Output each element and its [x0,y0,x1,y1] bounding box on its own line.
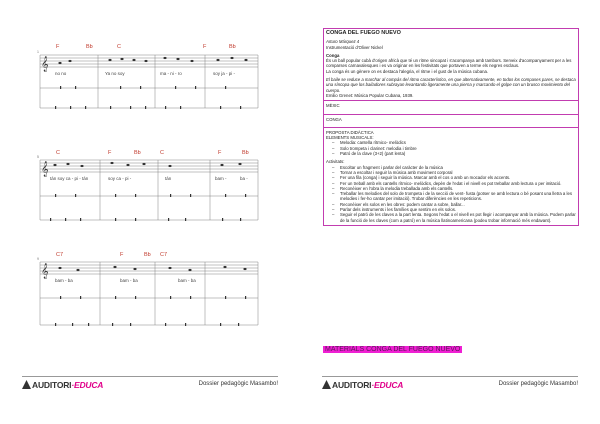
logo-mark-icon [22,380,31,389]
logo-mark-icon [322,380,331,389]
chord-label: Bb [229,44,236,50]
list-item: – Escoltar un fragment i parlar del caràcter de la música [332,165,576,170]
chord-label: Bb [144,252,151,258]
materials-link[interactable]: MATERIALS CONGA DEL FUEGO NUEVO [325,346,461,353]
lyric: ba - [240,176,248,181]
treble-clef-icon: 𝄞 [41,57,49,72]
chord-label: C [56,150,60,156]
quote-source: Emilio Grenet: Música Popular Cubana, 1939. [326,92,414,98]
list-item: – Solo trompeta i clarinet: melodia i timbre [332,146,576,151]
chord-label: C7 [56,252,64,258]
work-title: CONGA DEL FUEGO NUEVO [326,30,401,36]
chord-label: Bb [86,44,93,50]
page-footer [322,380,578,394]
chord-label: C [117,44,121,50]
staff-system-3 [40,262,258,325]
list-item: – Melodia: cantella rítmico- melòdics [332,140,576,145]
list-item: – Treballar les melodies del solo de trompeta i de la secció de vent- fusta (potser se amb lectura o bé posant una lletra a les melodies i fer-ho cantar per imitació). Trobar diferències en les repeticions. [332,191,576,202]
footer-dossier-text: Dossier pedagògic Masambo! [498,381,578,387]
table-row-title [324,28,578,100]
table-row-genre [324,114,578,127]
chord-label: Bb [242,150,249,156]
lyric: tán soy ca - pi - tán [50,176,89,181]
proposal-heading: PROPOSTA DIDÀCTICA [326,129,374,135]
staff-system-1 [40,55,258,108]
measure-number: 1 [37,50,39,54]
staff-system-2 [40,160,258,220]
elements-heading: ELEMENTS MUSICALS: [326,135,374,141]
auditori-educa-logo: AUDITORI·EDUCA [322,380,403,390]
lyric: soy ca - pi - [108,176,132,181]
chord-label: F [203,44,207,50]
chord-label: F [120,252,124,258]
chord-label: F [108,150,112,156]
table-row-country [324,100,578,113]
country: MÈXIC [326,103,340,109]
lyric: soy ja - pi - [213,71,236,76]
list-item: – Fer una fila (conga) i seguir la música. Marcar amb el cos o amb un mocador els accents. [332,175,576,180]
lyric: bam - ba [120,278,138,283]
quote: El baile se reduce a marchar al compás del ritmo característico, en que alternativamente, en todos los compases pares, se destaca una síncopa que los bailadores subrayan levantando ligeramente una pierna y marcando el golpe con un brusco movimiento del cuerpo. [326,77,576,93]
right-page [300,0,600,424]
table-row-proposal [324,127,578,226]
footer-divider [22,376,278,377]
chord-label: C [160,150,164,156]
instrumentation: Instrumentació d'Oliver Nickel [326,44,383,50]
measure-number: 5 [37,155,39,159]
lyric: no no [55,71,67,76]
info-table [323,28,579,226]
chord-label: Bb [134,150,141,156]
chord-label: F [56,44,60,50]
list-item: – Patró de la clave (3+2) (part lenta) [332,151,576,156]
section-heading: Conga [326,52,340,58]
list-item: – Reconèixer els solos en les obres: podem cantar a sobre, ballar... [332,202,576,207]
lyric: bam - ba [55,278,73,283]
auditori-educa-logo: AUDITORI·EDUCA [22,380,103,390]
description: És un ball popular cubà d'origen africà que té un ritme sincopat i s'acompanya amb tambors. Serveix d'acompanyament per a les comparses carnavalesques i es va originar en les festivitats que portaven a terme els negres esclaus. [326,58,572,69]
chord-label: F [218,150,222,156]
elements-list [326,140,576,156]
activities-heading: Activitats: [326,159,345,165]
author: Arturo Márquez 4 [326,39,360,45]
lyric: Ya no soy [105,71,125,76]
measure-number: 9 [37,257,39,261]
lyric: bam - [215,176,227,181]
page-footer [22,380,278,394]
list-item: – Reconèixer en l'obra la melodia treballada amb els cantells. [332,186,576,191]
list-item: – Seguir el patró de les claves a la part lenta. Segons l'edat o el nivell es pot llegir i acompanyar amb la música. Podem parlar de la funció de les claves (com a patró) en la música llatinoamericana (podeu trobar informació més endavant). [332,212,576,223]
treble-clef-icon: 𝄞 [41,264,49,279]
activities-list [326,165,576,223]
lyric: tán [165,176,172,181]
genre: CONGA [326,116,342,122]
treble-clef-icon: 𝄞 [41,162,49,177]
list-item: – Parlar dels instruments i les famílies que sentim en els solos. [332,207,576,212]
lyric: bam - ba [178,278,196,283]
lyric: ma - ni - ro [160,71,182,76]
description: La conga és un gènere on es destaca l'alegria, el ritme i el gust de la música cubana. [326,68,489,74]
chord-label: C7 [160,252,168,258]
footer-dossier-text: Dossier pedagògic Masambo! [198,381,278,387]
footer-divider [322,376,578,377]
list-item: – Fer un treball amb els cantells rítmico- melòdics, depèn de l'edat i el nivell es pot treballar amb lectura o per imitació. [332,181,576,186]
list-item: – Tornar a escoltar i seguir la música amb moviment corporal [332,170,576,175]
